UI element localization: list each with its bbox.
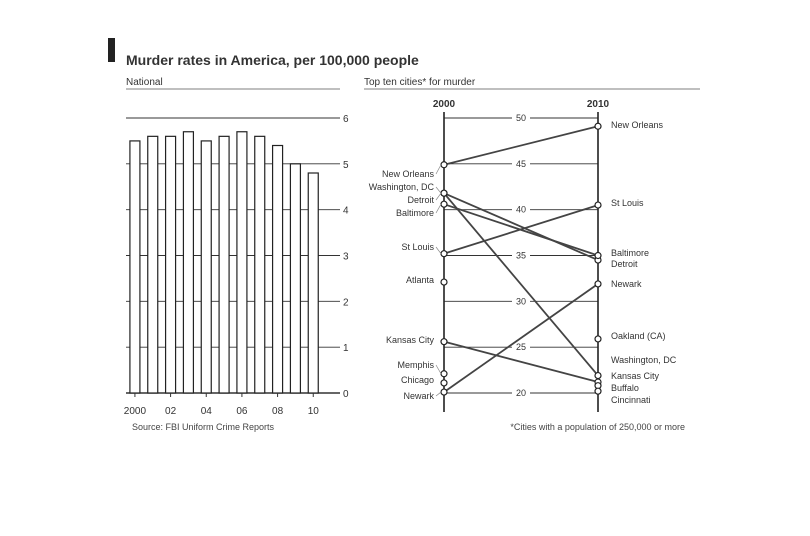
city-label-2000: Atlanta: [405, 275, 434, 285]
city-label-2010: Oakland (CA): [611, 331, 666, 341]
point-2010-3: [595, 253, 601, 259]
bar-2005: [219, 136, 229, 393]
city-label-2010: Cincinnati: [611, 395, 651, 405]
point-2000-4: [441, 251, 447, 257]
city-label-2000: Newark: [403, 391, 434, 401]
leader-line: [436, 365, 441, 374]
city-label-2000: Kansas City: [385, 335, 434, 345]
bar-2002: [166, 136, 176, 393]
x-tick-label: 04: [200, 406, 212, 417]
city-label-2010: Baltimore: [611, 248, 650, 258]
footnote: *Cities with a population of 250,000 or more: [510, 422, 685, 432]
point-2010-4: [595, 202, 601, 208]
leader-line: [436, 247, 441, 254]
leader-line: [436, 165, 441, 174]
y-tick-label: 45: [515, 158, 527, 169]
point-2000-8: [441, 380, 447, 386]
y-tick-label: 1: [343, 343, 349, 355]
city-label-2010: St Louis: [611, 198, 644, 208]
bar-2000: [130, 141, 140, 393]
bar-2003: [183, 132, 193, 393]
leader-line: [436, 193, 441, 200]
point-2010-9: [595, 281, 601, 287]
leader-line: [436, 187, 441, 193]
bar-2004: [201, 141, 211, 393]
y-tick-label: 25: [515, 342, 527, 353]
bar-2001: [148, 136, 158, 393]
bar-2006: [237, 132, 247, 393]
city-label-2010: Newark: [611, 279, 642, 289]
source-note: Source: FBI Uniform Crime Reports: [132, 422, 275, 432]
point-2000-5: [441, 279, 447, 285]
city-label-2000: Washington, DC: [368, 182, 434, 192]
city-label-2010: New Orleans: [611, 120, 664, 130]
point-2010-1: [595, 373, 601, 379]
cities-subtitle: Top ten cities* for murder: [364, 77, 476, 88]
city-label-2000: Chicago: [400, 375, 434, 385]
city-label-2010: Kansas City: [611, 371, 660, 381]
y-tick-label: 40: [515, 204, 527, 215]
y-tick-label: 50: [515, 113, 527, 123]
y-tick-label: 20: [515, 388, 527, 398]
point-2010-0: [595, 123, 601, 129]
point-2000-7: [441, 371, 447, 377]
year-label-2010: 2010: [586, 99, 610, 110]
point-2000-6: [441, 339, 447, 345]
point-2000-3: [441, 201, 447, 207]
point-2000-9: [441, 389, 447, 395]
y-tick-label: 4: [343, 205, 349, 217]
y-tick-label: 35: [515, 250, 527, 261]
y-tick-label: 2: [343, 297, 349, 309]
x-tick-label: 06: [236, 406, 248, 417]
city-label-2010: Washington, DC: [611, 355, 677, 365]
y-tick-label: 5: [343, 159, 349, 171]
leader-line: [436, 204, 441, 213]
x-tick-label: 10: [307, 406, 319, 417]
chart-title: Murder rates in America, per 100,000 people: [126, 52, 419, 68]
point-2000-0: [441, 162, 447, 168]
city-label-2000: St Louis: [401, 242, 434, 252]
x-tick-label: 08: [272, 406, 284, 417]
y-tick-label: 3: [343, 251, 349, 263]
city-label-2000: New Orleans: [381, 169, 434, 179]
point-2010-10: [595, 336, 601, 342]
national-bar-chart: [124, 77, 349, 432]
y-tick-label: 6: [343, 114, 349, 125]
x-tick-label: 2000: [123, 406, 147, 417]
point-2010-12: [595, 388, 601, 394]
title-marker: [108, 38, 115, 62]
bar-2008: [273, 146, 283, 394]
leader-line: [436, 392, 441, 396]
city-label-2010: Detroit: [611, 259, 638, 269]
city-label-2000: Detroit: [407, 195, 434, 205]
city-label-2010: Buffalo: [611, 383, 639, 393]
bar-2009: [290, 164, 300, 393]
city-label-2000: Baltimore: [395, 208, 434, 218]
city-label-2000: Memphis: [397, 360, 434, 370]
point-2000-2: [441, 190, 447, 196]
top-cities-slope-chart: [364, 77, 700, 432]
national-subtitle: National: [126, 77, 163, 88]
bar-2010: [308, 173, 318, 393]
x-tick-label: 02: [165, 406, 177, 417]
y-tick-label: 0: [343, 389, 349, 400]
bar-2007: [255, 136, 265, 393]
year-label-2000: 2000: [432, 99, 456, 110]
y-tick-label: 30: [515, 296, 527, 307]
